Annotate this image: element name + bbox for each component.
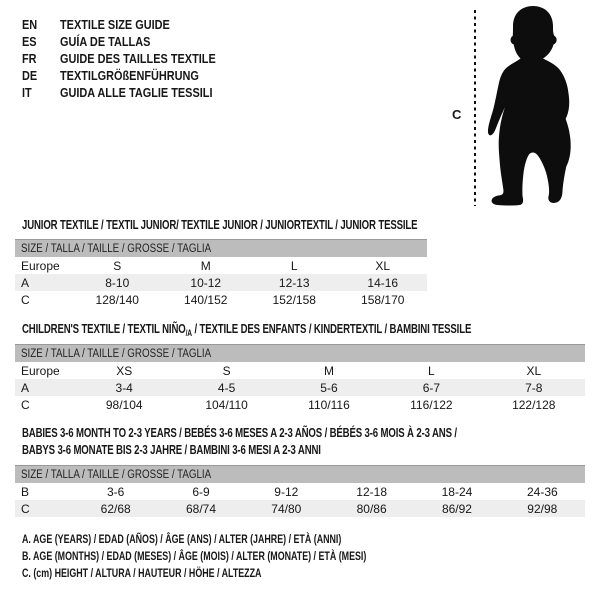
language-code — [22, 33, 60, 50]
table-cell: 6-9 — [192, 484, 210, 499]
footnotes — [22, 531, 487, 582]
table-cell: 24-36 — [526, 484, 558, 499]
table-cell: L — [290, 258, 298, 273]
junior-section-title-text: JUNIOR TEXTILE / TEXTIL JUNIOR/ TEXTILE JUNIOR / JUNIORTEXTIL / JUNIOR TESSILE — [22, 217, 418, 232]
table-cell: 110/116 — [308, 397, 350, 412]
language-title-text: GUIDA ALLE TAGLIE TESSILI — [60, 85, 213, 100]
table-cell: 14-16 — [339, 274, 428, 291]
children-title-prefix: CHILDREN'S TEXTILE / TEXTIL NIÑO — [22, 321, 186, 336]
size-header-text: SIZE / TALLA / TAILLE / GRÖSSE / TAGLIA — [21, 468, 212, 481]
language-title — [60, 84, 242, 101]
language-row-es — [22, 33, 245, 50]
table-cell: 12-18 — [356, 484, 387, 499]
table-cell: 62/68 — [73, 500, 158, 517]
table-cell: 3-6 — [106, 484, 125, 499]
size-header-row — [15, 466, 585, 484]
table-cell: 152/158 — [272, 292, 316, 307]
language-code-text: DE — [22, 68, 38, 83]
junior-section-title — [22, 216, 556, 233]
height-measure-dashed-line — [474, 10, 476, 206]
table-row-age — [15, 379, 585, 396]
language-title — [60, 33, 168, 50]
babies-title-line2-text: BABYS 3-6 MONATE BIS 2-3 JAHRE / BAMBINI 3-6 MESI A 2-3 ANNI — [22, 442, 321, 457]
junior-size-table — [15, 239, 427, 308]
language-title-list — [22, 16, 245, 101]
footnote-c-text: C. (cm) HEIGHT / ALTURA / HAUTEUR / HÖHE / ALTEZZA — [22, 566, 262, 580]
footnote-c — [22, 565, 487, 582]
children-size-table — [15, 344, 585, 413]
table-cell: 74/80 — [244, 500, 329, 517]
table-cell: 128/140 — [95, 292, 139, 307]
table-cell: 68/74 — [158, 500, 243, 517]
table-cell: 92/98 — [500, 500, 585, 517]
language-code — [22, 84, 60, 101]
table-cell: 116/122 — [410, 397, 453, 412]
table-row-europe — [15, 257, 427, 274]
footnote-b-text: B. AGE (MONTHS) / EDAD (MESES) / ÂGE (MOIS) / ALTER (MONATE) / ETÀ (MESI) — [22, 549, 367, 563]
table-row-height — [15, 396, 585, 413]
children-title-suffix: / TEXTILE DES ENFANTS / KINDERTEXTIL / BAMBINI TESSILE — [191, 321, 472, 336]
table-row-height — [15, 291, 427, 308]
language-title-text: GUÍA DE TALLAS — [60, 34, 151, 49]
table-cell: 18-24 — [441, 484, 473, 499]
size-header-row — [15, 240, 427, 258]
children-section-title — [22, 320, 600, 342]
table-cell: 86/92 — [414, 500, 499, 517]
babies-size-table — [15, 465, 585, 517]
table-cell: 158/170 — [361, 292, 405, 307]
table-cell: 8-10 — [73, 274, 162, 291]
size-header-row — [15, 345, 585, 363]
table-row-height — [15, 500, 585, 517]
table-cell: XS — [116, 363, 133, 378]
table-cell: S — [113, 258, 122, 273]
footnote-b — [22, 548, 487, 565]
language-code-text: FR — [22, 51, 37, 66]
table-cell: 140/152 — [184, 292, 228, 307]
table-cell: XL — [375, 258, 391, 273]
toddler-silhouette-image — [485, 5, 581, 208]
table-cell: 3-4 — [73, 379, 175, 396]
table-cell: 10-12 — [162, 274, 251, 291]
language-code — [22, 16, 60, 33]
row-label-cell: Europe — [21, 258, 60, 273]
size-header-bar — [15, 345, 585, 363]
babies-section-title — [22, 424, 600, 458]
table-cell: 4-5 — [175, 379, 277, 396]
footnote-a — [22, 531, 487, 548]
babies-section-title-line1 — [22, 424, 600, 441]
language-code — [22, 50, 60, 67]
table-cell: 6-7 — [380, 379, 482, 396]
table-cell: S — [222, 363, 231, 378]
table-cell: 104/110 — [205, 397, 248, 412]
language-title — [60, 50, 245, 67]
language-title — [60, 16, 191, 33]
height-measure-label: C — [452, 107, 462, 122]
table-cell: M — [200, 258, 211, 273]
table-cell: 122/128 — [512, 397, 556, 412]
language-code-text: IT — [22, 85, 32, 100]
size-header-text: SIZE / TALLA / TAILLE / GRÖSSE / TAGLIA — [21, 242, 212, 255]
table-cell: M — [323, 363, 334, 378]
language-row-it — [22, 84, 245, 101]
language-title-text: TEXTILGRÖßENFÜHRUNG — [60, 68, 199, 83]
footnote-a-text: A. AGE (YEARS) / EDAD (AÑOS) / ÂGE (ANS) / ALTER (JAHRE) / ETÀ (ANNI) — [22, 532, 342, 546]
language-row-en — [22, 16, 245, 33]
language-title-text: TEXTILE SIZE GUIDE — [60, 17, 170, 32]
row-label-cell: A — [15, 379, 73, 396]
children-section-title-text — [22, 320, 471, 342]
row-label-cell: A — [15, 274, 73, 291]
row-label-cell: C — [21, 397, 30, 412]
table-cell: 7-8 — [483, 379, 585, 396]
language-row-fr — [22, 50, 245, 67]
table-cell: L — [428, 363, 435, 378]
row-label-cell: Europe — [21, 363, 60, 378]
row-label-cell: C — [21, 292, 30, 307]
language-title-text: GUIDE DES TAILLES TEXTILE — [60, 51, 216, 66]
language-code — [22, 67, 60, 84]
language-code-text: ES — [22, 34, 37, 49]
table-cell: XL — [526, 363, 542, 378]
language-code-text: EN — [22, 17, 38, 32]
size-header-bar — [15, 466, 585, 484]
babies-title-line1-text: BABIES 3-6 MONTH TO 2-3 YEARS / BEBÉS 3-6 MESES A 2-3 AÑOS / BÉBÉS 3-6 MOIS À 2-3 ANS / — [22, 425, 457, 440]
table-cell: 12-13 — [250, 274, 339, 291]
table-cell: 98/104 — [105, 397, 143, 412]
language-title — [60, 67, 225, 84]
table-row-age — [15, 274, 427, 291]
language-row-de — [22, 67, 245, 84]
table-cell: 5-6 — [278, 379, 380, 396]
children-title-subscript: /A — [185, 328, 192, 338]
table-row-months — [15, 483, 585, 500]
table-cell: 80/86 — [329, 500, 414, 517]
table-row-europe — [15, 362, 585, 379]
row-label-cell: C — [15, 500, 73, 517]
table-cell: 9-12 — [274, 484, 299, 499]
babies-section-title-line2 — [22, 441, 600, 458]
size-header-bar — [15, 240, 427, 258]
row-label-cell: B — [21, 484, 30, 499]
size-header-text: SIZE / TALLA / TAILLE / GRÖSSE / TAGLIA — [21, 347, 212, 360]
